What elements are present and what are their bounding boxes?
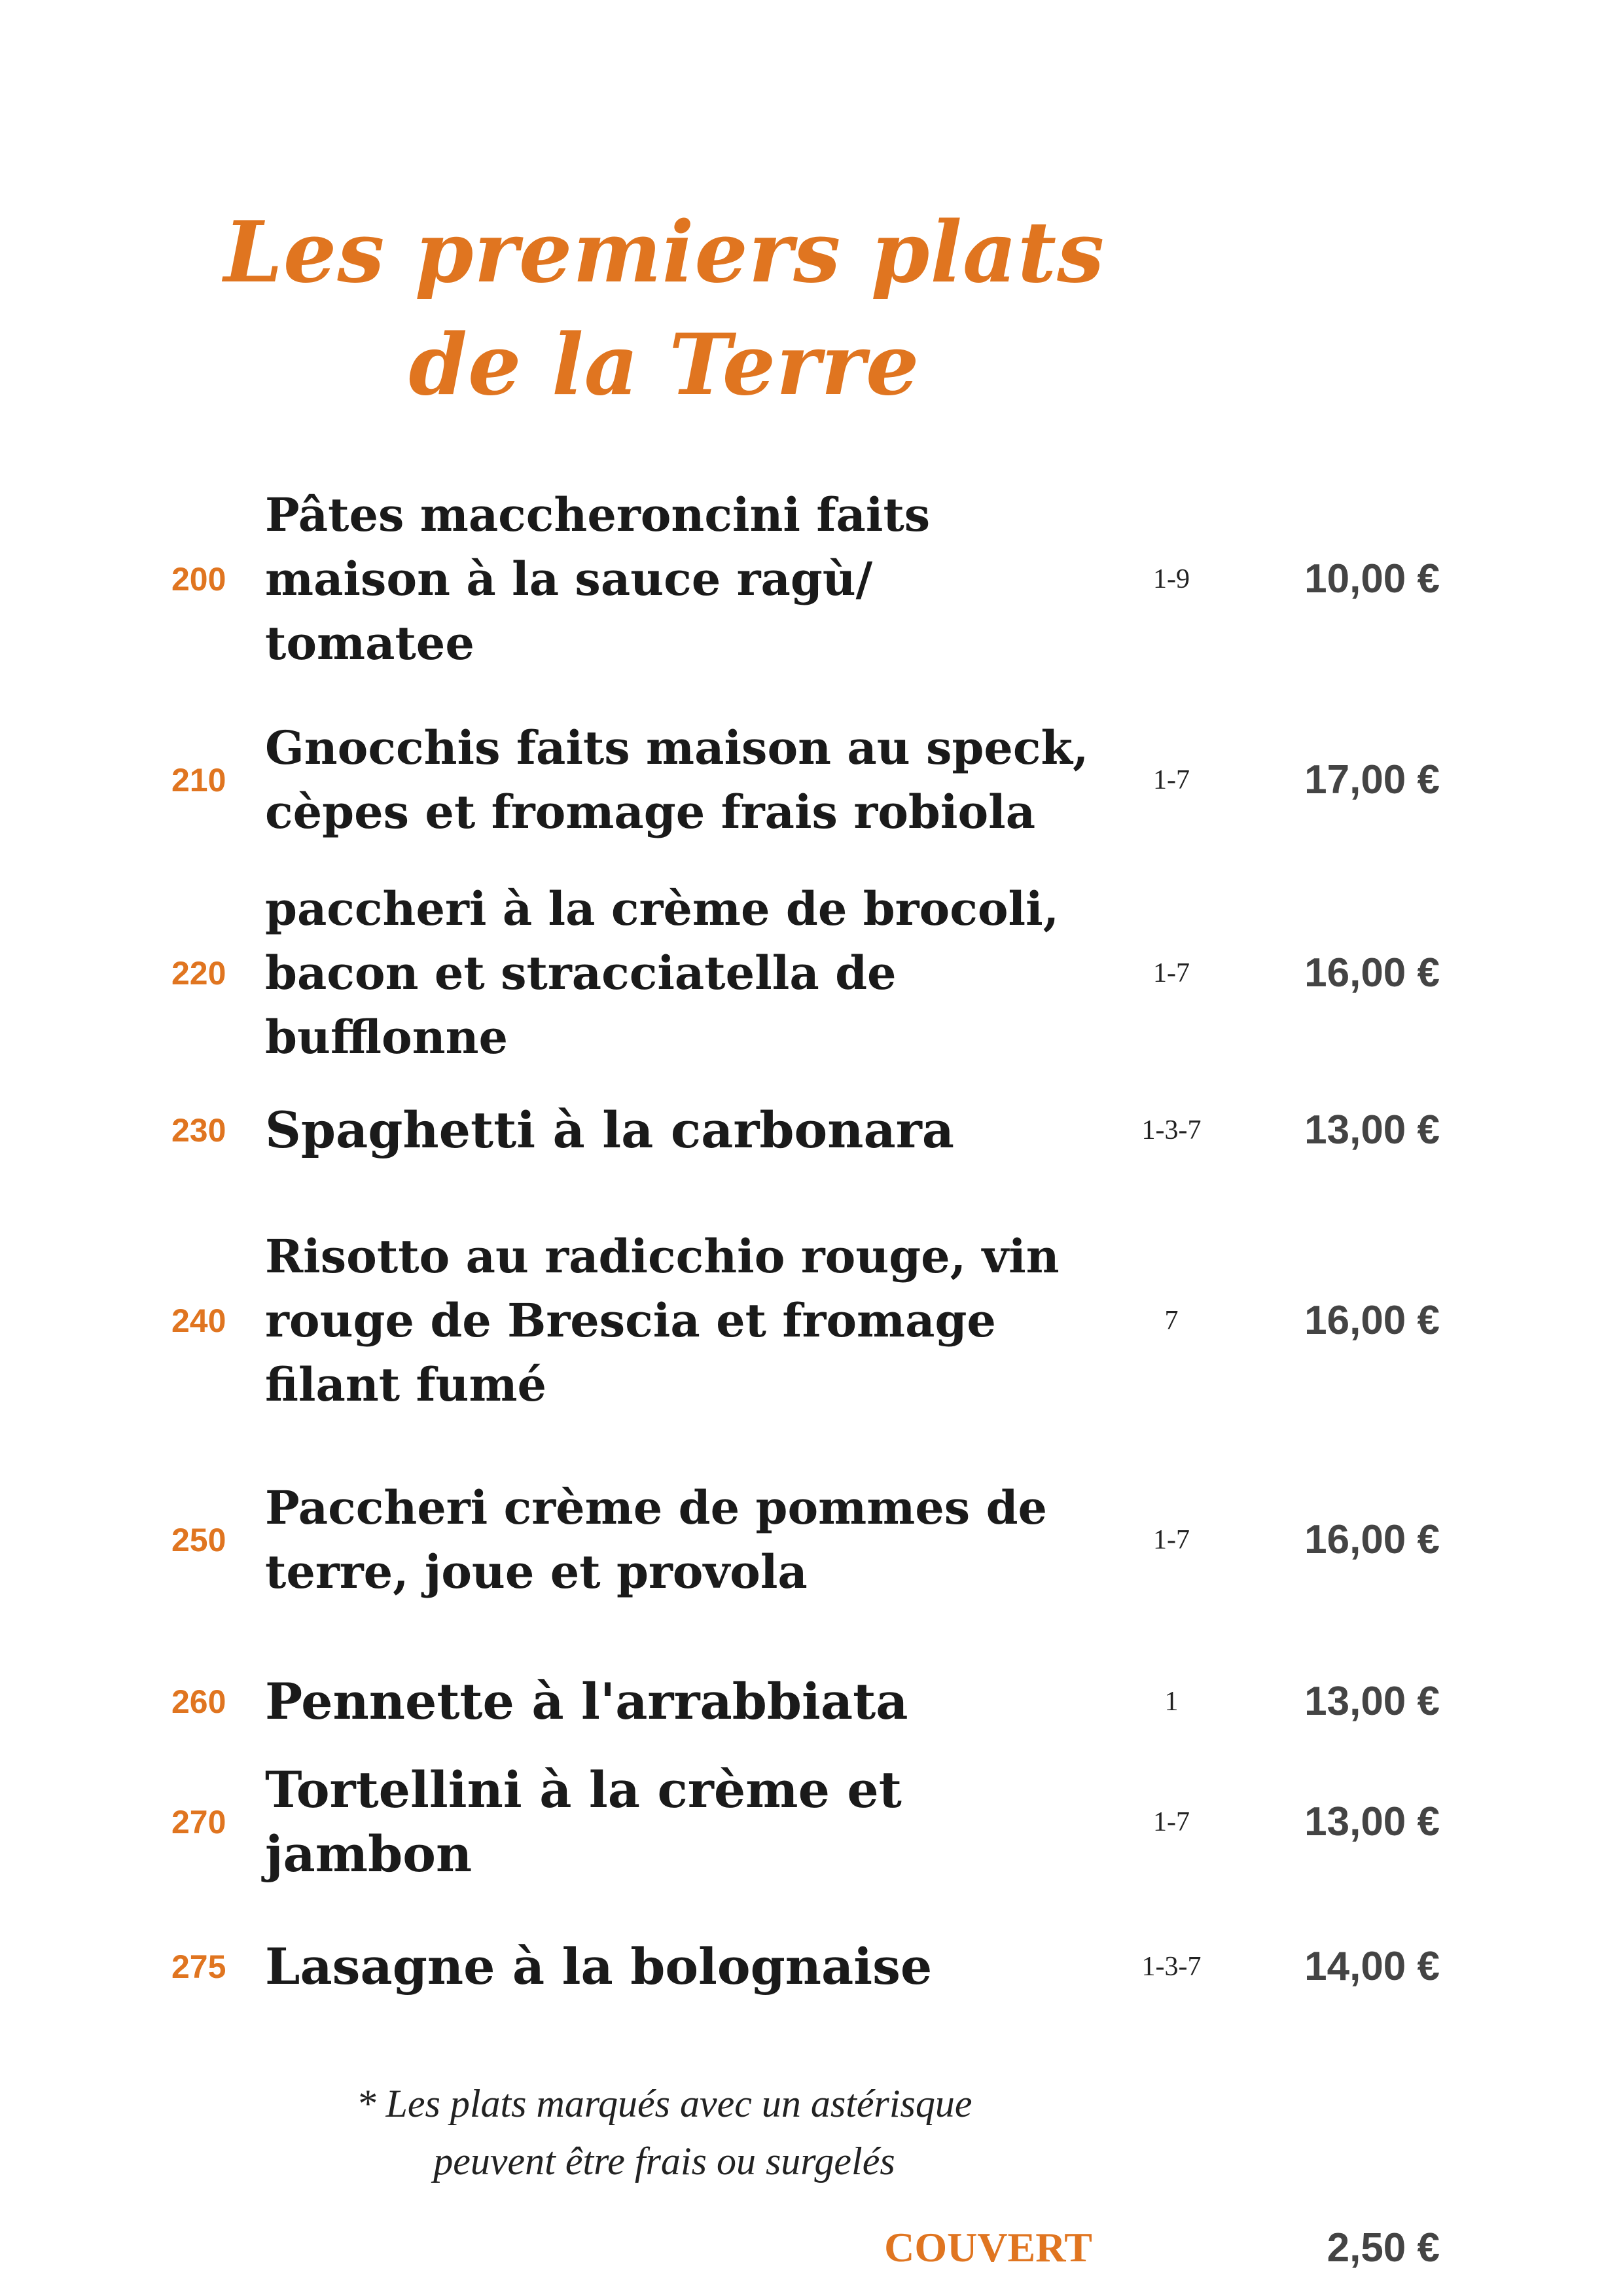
- couvert-label: COUVERT: [884, 2224, 1092, 2270]
- item-code: 240: [171, 1302, 226, 1339]
- item-name: Gnocchis faits maison au speck, cèpes et fromage frais robiola: [265, 721, 1089, 839]
- item-code: 250: [171, 1522, 226, 1558]
- item-name: Risotto au radicchio rouge, vin rouge de Brescia et fromage filant fumé: [265, 1229, 1060, 1412]
- item-code: 220: [171, 955, 226, 992]
- note-line-1: * Les plats marqués avec un astérisque: [356, 2082, 972, 2125]
- item-allergens: 1-7: [1153, 1525, 1190, 1555]
- item-allergens: 1-3-7: [1141, 1952, 1202, 1982]
- item-code: 200: [171, 561, 226, 598]
- item-price: 13,00 €: [1304, 1107, 1440, 1153]
- item-name: Pâtes maccheroncini faits maison à la sauce ragù/ tomatee: [265, 488, 931, 670]
- item-allergens: 1-7: [1153, 1807, 1190, 1837]
- item-code: 210: [171, 762, 226, 798]
- item-allergens: 1: [1164, 1687, 1179, 1717]
- item-name: Tortellini à la crème et jambon: [265, 1761, 902, 1883]
- item-price: 13,00 €: [1304, 1799, 1440, 1844]
- item-price: 17,00 €: [1304, 757, 1440, 802]
- item-name: Spaghetti à la carbonara: [265, 1101, 955, 1159]
- item-name: Lasagne à la bolognaise: [265, 1937, 933, 1996]
- item-allergens: 1-7: [1153, 958, 1190, 988]
- couvert-price: 2,50 €: [1327, 2225, 1440, 2270]
- item-price: 16,00 €: [1304, 950, 1440, 996]
- item-allergens: 7: [1164, 1306, 1179, 1336]
- menu-title-line-1: Les premiers plats: [223, 204, 1105, 302]
- item-price: 14,00 €: [1304, 1944, 1440, 1989]
- item-price: 16,00 €: [1304, 1517, 1440, 1562]
- item-price: 10,00 €: [1304, 556, 1440, 601]
- item-price: 16,00 €: [1304, 1298, 1440, 1343]
- item-code: 270: [171, 1804, 226, 1840]
- note-line-2: peuvent être frais ou surgelés: [433, 2140, 895, 2183]
- item-code: 230: [171, 1112, 226, 1149]
- item-name: Paccheri crème de pommes de terre, joue et provola: [265, 1480, 1048, 1599]
- item-name: Pennette à l'arrabbiata: [265, 1672, 908, 1731]
- item-code: 275: [171, 1948, 226, 1985]
- menu-title-line-2: de la Terre: [408, 316, 920, 414]
- item-price: 13,00 €: [1304, 1679, 1440, 1724]
- item-allergens: 1-9: [1153, 564, 1190, 594]
- frozen-dishes-note: [0, 2075, 1329, 2190]
- item-name: paccheri à la crème de brocoli, bacon et stracciatella de bufflonne: [265, 882, 1060, 1064]
- item-code: 260: [171, 1683, 226, 1720]
- item-allergens: 1-3-7: [1141, 1115, 1202, 1145]
- menu-title: [0, 196, 1329, 422]
- item-allergens: 1-7: [1153, 765, 1190, 795]
